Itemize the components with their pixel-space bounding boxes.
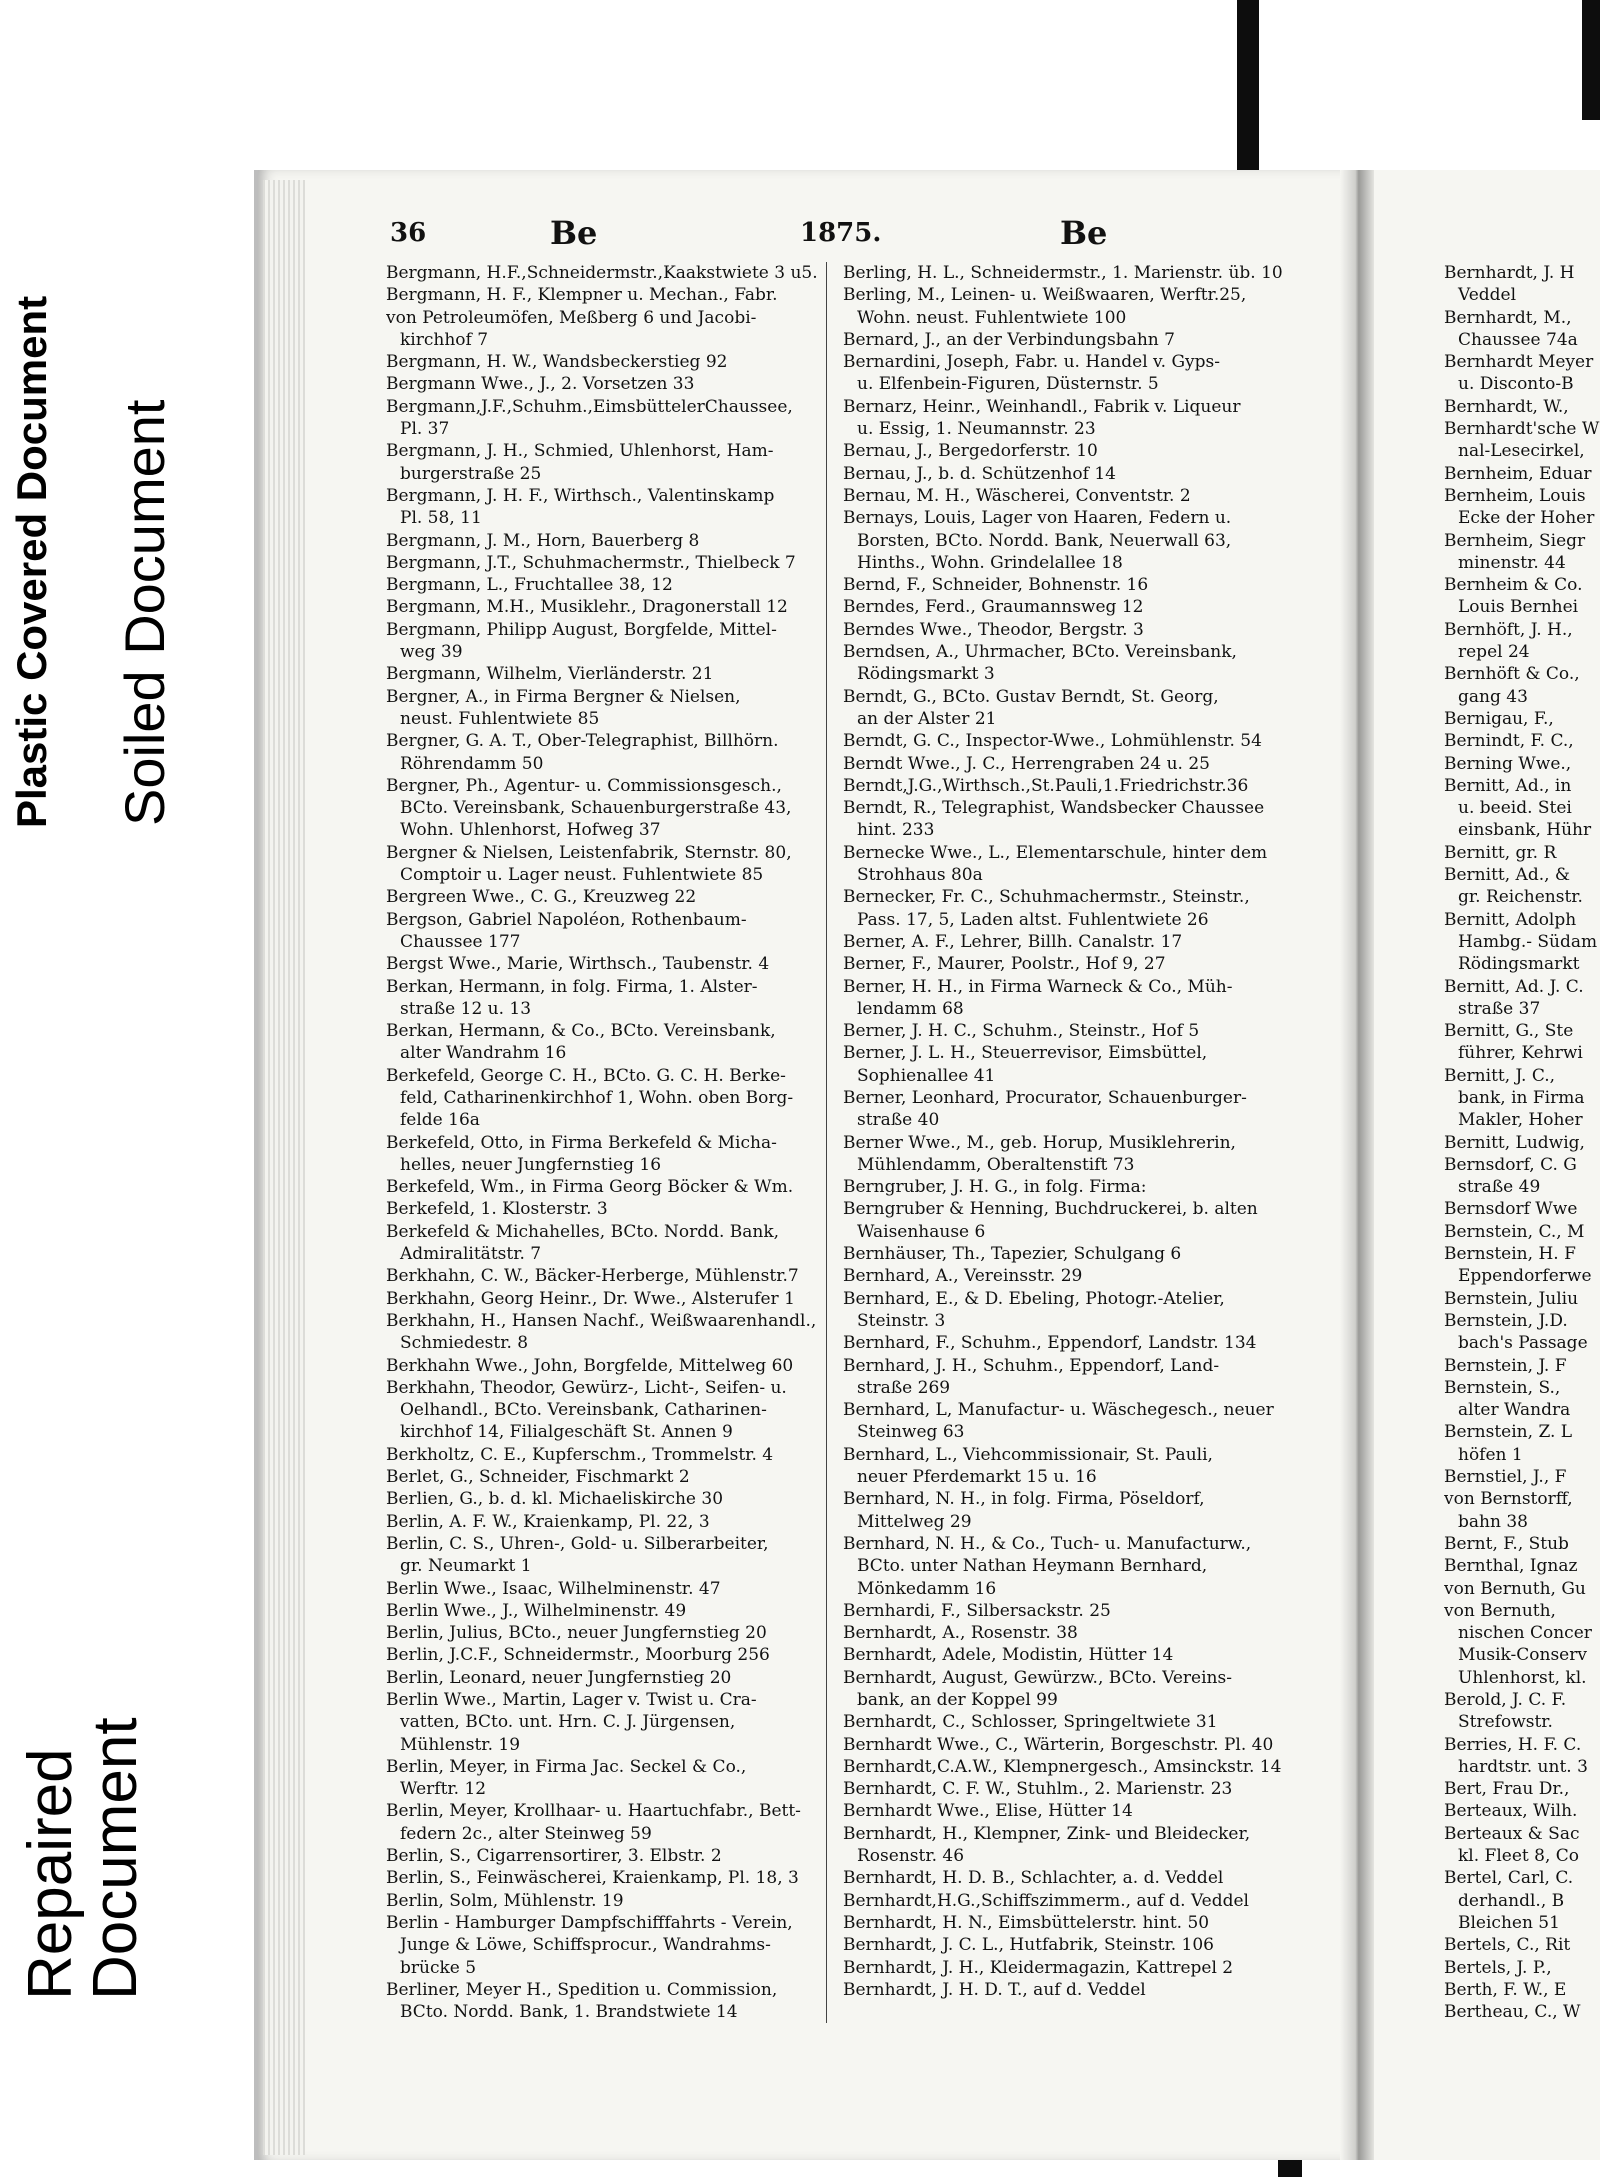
directory-line: Junge & Löwe, Schiffsprocur., Wandrahms- bbox=[400, 1935, 771, 1956]
header-abbrev-left: Be bbox=[550, 214, 598, 252]
directory-line: Uhlenhorst, kl. bbox=[1458, 1667, 1587, 1688]
directory-line: straße 40 bbox=[857, 1110, 940, 1131]
directory-line: Bergmann Wwe., J., 2. Vorsetzen 33 bbox=[386, 374, 695, 395]
directory-line: Berndt, G., BCto. Gustav Berndt, St. Georg, bbox=[843, 686, 1219, 707]
directory-line: Bernecke Wwe., L., Elementarschule, hinter dem bbox=[843, 842, 1268, 863]
directory-line: Berling, M., Leinen- u. Weißwaaren, Werftr.25, bbox=[843, 285, 1247, 306]
directory-line: Bernhardt, J. C. L., Hutfabrik, Steinstr. 106 bbox=[843, 1935, 1214, 1956]
directory-line: Berkefeld, 1. Klosterstr. 3 bbox=[386, 1199, 608, 1220]
directory-line: Ecke der Hoher bbox=[1458, 508, 1595, 529]
header-abbrev-right: Be bbox=[1060, 214, 1108, 252]
directory-line: von Bernuth, Gu bbox=[1444, 1578, 1586, 1599]
directory-line: Bergst Wwe., Marie, Wirthsch., Taubenstr. 4 bbox=[386, 954, 770, 975]
directory-line: Berndes, Ferd., Graumannsweg 12 bbox=[843, 597, 1144, 618]
directory-line: straße 49 bbox=[1458, 1177, 1541, 1198]
directory-line: Rödingsmarkt 3 bbox=[857, 664, 995, 685]
directory-line: Bernard, J., an der Verbindungsbahn 7 bbox=[843, 329, 1175, 350]
directory-line: Bergmann, H.F.,Schneidermstr.,Kaakstwiete 3 u5. bbox=[386, 263, 818, 283]
directory-line: BCto. unter Nathan Heymann Bernhard, bbox=[857, 1556, 1208, 1577]
top-marker-bar bbox=[1237, 0, 1259, 170]
directory-line: Bergmann,J.F.,Schuhm.,EimsbüttelerChaussee, bbox=[386, 396, 793, 417]
directory-line: Berngruber, J. H. G., in folg. Firma: bbox=[843, 1177, 1147, 1198]
directory-line: Bernhardt, C., Schlosser, Springeltwiete 31 bbox=[843, 1712, 1218, 1733]
directory-line: Borsten, BCto. Nordd. Bank, Neuerwall 63, bbox=[857, 530, 1232, 551]
directory-line: Bernhard, L, Manufactur- u. Wäschegesch., neuer bbox=[843, 1400, 1274, 1421]
directory-line: Bernsdorf Wwe bbox=[1444, 1199, 1578, 1220]
directory-line: Bernstein, J. F bbox=[1444, 1355, 1567, 1376]
directory-line: Berteaux & Sac bbox=[1444, 1823, 1580, 1844]
directory-line: alter Wandra bbox=[1458, 1400, 1571, 1421]
directory-line: Berndes Wwe., Theodor, Bergstr. 3 bbox=[843, 619, 1144, 640]
directory-line: Bernau, J., b. d. Schützenhof 14 bbox=[843, 463, 1116, 484]
directory-line: Oelhandl., BCto. Vereinsbank, Catharinen- bbox=[400, 1400, 767, 1421]
directory-line: Schmiedestr. 8 bbox=[400, 1333, 529, 1354]
directory-line: Berndt,J.G.,Wirthsch.,St.Pauli,1.Friedrichstr.36 bbox=[843, 775, 1249, 796]
directory-line: Bernstein, J.D. bbox=[1444, 1310, 1568, 1331]
directory-line: Bergson, Gabriel Napoléon, Rothenbaum- bbox=[386, 909, 747, 930]
directory-line: Wohn. neust. Fuhlentwiete 100 bbox=[857, 307, 1127, 328]
directory-line: Bernarz, Heinr., Weinhandl., Fabrik v. Liqueur bbox=[843, 396, 1241, 417]
directory-line: gang 43 bbox=[1458, 686, 1528, 707]
directory-line: Bernheim, Louis bbox=[1444, 485, 1586, 506]
directory-line: Bernhardt, A., Rosenstr. 38 bbox=[843, 1623, 1078, 1644]
directory-line: Bernhardt, H. D. B., Schlachter, a. d. Veddel bbox=[843, 1868, 1224, 1889]
directory-line: Bernheim, Siegr bbox=[1444, 530, 1586, 551]
directory-line: Bergmann, J. H. F., Wirthsch., Valentinskamp bbox=[386, 485, 775, 506]
directory-line: Bernhardt,H.G.,Schiffszimmerm., auf d. Veddel bbox=[843, 1890, 1249, 1911]
directory-line: BCto. Vereinsbank, Schauenburgerstraße 43, bbox=[400, 798, 792, 819]
directory-column-1 bbox=[386, 262, 827, 2023]
directory-line: Comptoir u. Lager neust. Fuhlentwiete 85 bbox=[400, 865, 764, 886]
directory-line: Röhrendamm 50 bbox=[400, 753, 544, 774]
directory-line: Bergmann, Wilhelm, Vierländerstr. 21 bbox=[386, 664, 714, 685]
right-top-marker-bar bbox=[1582, 0, 1600, 120]
directory-line: Pass. 17, 5, Laden altst. Fuhlentwiete 26 bbox=[857, 909, 1209, 930]
directory-line: Makler, Hoher bbox=[1458, 1110, 1583, 1131]
page-edge-stack bbox=[263, 180, 305, 2155]
directory-line: Bernhardt, C. F. W., Stuhlm., 2. Marienstr. 23 bbox=[843, 1779, 1233, 1800]
directory-line: straße 12 u. 13 bbox=[400, 998, 532, 1019]
directory-line: Berth, F. W., E bbox=[1444, 1979, 1567, 2000]
directory-line: Berner, J. H. C., Schuhm., Steinstr., Hof 5 bbox=[843, 1021, 1200, 1042]
directory-column-2 bbox=[843, 262, 1303, 2001]
directory-line: Berlin, Julius, BCto., neuer Jungfernstieg 20 bbox=[386, 1623, 767, 1644]
directory-line: Bernitt, Ludwig, bbox=[1444, 1132, 1585, 1153]
directory-line: straße 37 bbox=[1458, 998, 1541, 1019]
directory-line: Bertels, C., Rit bbox=[1444, 1935, 1571, 1956]
directory-line: Berkholtz, C. E., Kupferschm., Trommelstr. 4 bbox=[386, 1444, 774, 1465]
directory-line: Berner, A. F., Lehrer, Billh. Canalstr. 17 bbox=[843, 931, 1183, 952]
directory-line: hint. 233 bbox=[857, 820, 935, 841]
directory-line: Berkefeld, Otto, in Firma Berkefeld & Micha- bbox=[386, 1132, 777, 1153]
directory-line: u. Elfenbein-Figuren, Düsternstr. 5 bbox=[857, 374, 1159, 395]
directory-line: Berlin, A. F. W., Kraienkamp, Pl. 22, 3 bbox=[386, 1511, 710, 1532]
directory-line: BCto. Nordd. Bank, 1. Brandstwiete 14 bbox=[400, 2002, 738, 2023]
directory-line: Berndt, G. C., Inspector-Wwe., Lohmühlenstr. 54 bbox=[843, 731, 1262, 752]
directory-line: brücke 5 bbox=[400, 1957, 477, 1978]
directory-line: Berlet, G., Schneider, Fischmarkt 2 bbox=[386, 1467, 690, 1488]
directory-line: Berner, J. L. H., Steuerrevisor, Eimsbüttel, bbox=[843, 1043, 1208, 1064]
directory-line: Berning Wwe., bbox=[1444, 753, 1572, 774]
directory-line: nal-Lesecirkel, bbox=[1458, 441, 1585, 462]
directory-line: bank, an der Koppel 99 bbox=[857, 1690, 1058, 1710]
directory-line: von Petroleumöfen, Meßberg 6 und Jacobi- bbox=[386, 307, 757, 328]
directory-line: Bernhardi, F., Silbersackstr. 25 bbox=[843, 1600, 1111, 1621]
directory-line: u. Disconto-B bbox=[1458, 374, 1574, 395]
directory-line: Chaussee 177 bbox=[400, 931, 521, 952]
directory-line: Bernhardt,C.A.W., Klempnergesch., Amsinckstr. 14 bbox=[843, 1756, 1282, 1777]
directory-line: Bernstein, H. F bbox=[1444, 1244, 1576, 1265]
directory-line: Bergmann, H. F., Klempner u. Mechan., Fabr. bbox=[386, 285, 778, 306]
directory-line: Berndt Wwe., J. C., Herrengraben 24 u. 25 bbox=[843, 753, 1210, 774]
directory-line: Bernstein, Juliu bbox=[1444, 1288, 1579, 1309]
directory-line: derhandl., B bbox=[1458, 1890, 1565, 1911]
directory-line: u. Essig, 1. Neumannstr. 23 bbox=[857, 419, 1096, 440]
directory-line: Berlin, S., Feinwäscherei, Kraienkamp, Pl. 18, 3 bbox=[386, 1868, 799, 1889]
directory-line: Berkefeld & Michahelles, BCto. Nordd. Bank, bbox=[386, 1221, 780, 1242]
directory-line: Bergmann, M.H., Musiklehr., Dragonerstall 12 bbox=[386, 597, 788, 618]
directory-line: Bernhardt'sche W bbox=[1444, 419, 1600, 440]
directory-line: Bernhardt Wwe., Elise, Hütter 14 bbox=[843, 1801, 1133, 1822]
directory-column-3 bbox=[1444, 262, 1600, 2023]
directory-line: an der Alster 21 bbox=[857, 708, 997, 729]
directory-line: Berlin, Leonard, neuer Jungfernstieg 20 bbox=[386, 1667, 732, 1688]
directory-line: Bernstiel, J., F bbox=[1444, 1467, 1567, 1488]
page-header bbox=[390, 214, 1340, 254]
directory-line: führer, Kehrwi bbox=[1458, 1043, 1583, 1064]
directory-line: Berngruber & Henning, Buchdruckerei, b. alten bbox=[843, 1199, 1258, 1220]
directory-line: Mittelweg 29 bbox=[857, 1511, 972, 1532]
directory-line: Bernitt, Ad. J. C. bbox=[1444, 976, 1584, 997]
directory-line: neust. Fuhlentwiete 85 bbox=[400, 708, 600, 729]
directory-line: Bernhard, N. H., & Co., Tuch- u. Manufacturw., bbox=[843, 1533, 1252, 1554]
directory-line: felde 16a bbox=[400, 1110, 480, 1131]
directory-line: Berlin, S., Cigarrensortirer, 3. Elbstr. 2 bbox=[386, 1846, 722, 1867]
directory-line: Bergmann, J.T., Schuhmachermstr., Thielbeck 7 bbox=[386, 552, 796, 573]
directory-line: straße 269 bbox=[857, 1377, 951, 1398]
directory-line: Sophienallee 41 bbox=[857, 1065, 996, 1086]
directory-line: Berkefeld, George C. H., BCto. G. C. H. Berke- bbox=[386, 1065, 786, 1086]
directory-line: bach's Passage bbox=[1458, 1333, 1588, 1354]
directory-line: Berner, H. H., in Firma Warneck & Co., Müh- bbox=[843, 976, 1233, 997]
directory-line: Werftr. 12 bbox=[400, 1779, 487, 1800]
directory-line: Bernigau, F., bbox=[1444, 708, 1554, 729]
directory-line: Berold, J. C. F. bbox=[1444, 1690, 1567, 1710]
directory-line: Mönkedamm 16 bbox=[857, 1578, 997, 1599]
directory-line: Bertheau, C., W bbox=[1444, 2002, 1581, 2023]
side-labels bbox=[0, 0, 200, 2177]
directory-line: Berner Wwe., M., geb. Horup, Musiklehrerin, bbox=[843, 1132, 1236, 1153]
repaired-label bbox=[16, 1717, 151, 2000]
directory-line: Berlin Wwe., J., Wilhelminenstr. 49 bbox=[386, 1600, 687, 1621]
directory-line: Musik-Conserv bbox=[1458, 1645, 1587, 1666]
soiled-label: Soiled Document bbox=[113, 399, 176, 826]
directory-line: Berling, H. L., Schneidermstr., 1. Marienstr. üb. 10 bbox=[843, 263, 1283, 283]
directory-line: Berlin Wwe., Isaac, Wilhelminenstr. 47 bbox=[386, 1578, 721, 1599]
directory-line: bahn 38 bbox=[1458, 1511, 1528, 1532]
directory-line: Bergner, A., in Firma Bergner & Nielsen, bbox=[386, 686, 741, 707]
directory-line: Steinweg 63 bbox=[857, 1422, 965, 1443]
directory-line: Bernau, J., Bergedorferstr. 10 bbox=[843, 441, 1098, 462]
directory-line: Bergreen Wwe., C. G., Kreuzweg 22 bbox=[386, 887, 697, 908]
directory-line: Berkhahn, H., Hansen Nachf., Weißwaarenhandl., bbox=[386, 1310, 817, 1331]
directory-line: Bernhardt, Adele, Modistin, Hütter 14 bbox=[843, 1645, 1174, 1666]
directory-line: Berlin, Solm, Mühlenstr. 19 bbox=[386, 1890, 624, 1911]
directory-line: alter Wandrahm 16 bbox=[400, 1043, 567, 1064]
directory-line: Bernt, F., Stub bbox=[1444, 1533, 1569, 1554]
directory-line: höfen 1 bbox=[1458, 1444, 1523, 1465]
directory-line: Bernhöft & Co., bbox=[1444, 664, 1580, 685]
directory-line: Berkhahn, Georg Heinr., Dr. Wwe., Alsterufer 1 bbox=[386, 1288, 795, 1309]
directory-line: Eppendorferwe bbox=[1458, 1266, 1592, 1287]
directory-line: Berkhahn, Theodor, Gewürz-, Licht-, Seifen- u. bbox=[386, 1377, 787, 1398]
directory-line: kl. Fleet 8, Co bbox=[1458, 1846, 1580, 1867]
directory-line: Bernecker, Fr. C., Schuhmachermstr., Steinstr., bbox=[843, 887, 1250, 908]
directory-line: Bernhardt, M., bbox=[1444, 307, 1572, 328]
directory-line: Bernitt, gr. R bbox=[1444, 842, 1557, 863]
directory-line: Bernhardt, H. N., Eimsbüttelerstr. hint. 50 bbox=[843, 1912, 1210, 1933]
directory-line: Berner, F., Maurer, Poolstr., Hof 9, 27 bbox=[843, 954, 1166, 975]
directory-line: Rödingsmarkt bbox=[1458, 954, 1580, 975]
directory-line: Bernhardt, J. H bbox=[1444, 263, 1575, 283]
directory-line: Bergmann, Philipp August, Borgfelde, Mittel- bbox=[386, 619, 777, 640]
directory-line: Bernitt, Adolph bbox=[1444, 909, 1577, 930]
directory-line: Waisenhause 6 bbox=[857, 1221, 986, 1242]
directory-line: Bertels, J. P., bbox=[1444, 1957, 1552, 1978]
directory-line: hardtstr. unt. 3 bbox=[1458, 1756, 1588, 1777]
directory-line: Berkefeld, Wm., in Firma Georg Böcker & Wm. bbox=[386, 1177, 794, 1198]
directory-line: Bernitt, J. C., bbox=[1444, 1065, 1556, 1086]
directory-line: Bergner & Nielsen, Leistenfabrik, Sternstr. 80, bbox=[386, 842, 792, 863]
directory-line: lendamm 68 bbox=[857, 998, 964, 1019]
directory-line: nischen Concer bbox=[1458, 1623, 1592, 1644]
directory-line: Bernitt, Ad., & bbox=[1444, 865, 1571, 886]
directory-line: Hinths., Wohn. Grindelallee 18 bbox=[857, 552, 1123, 573]
plastic-covered-label: Plastic Covered Document bbox=[8, 295, 55, 828]
directory-line: Mühlenstr. 19 bbox=[400, 1734, 521, 1755]
directory-line: Bernhäuser, Th., Tapezier, Schulgang 6 bbox=[843, 1244, 1182, 1265]
directory-line: Bernau, M. H., Wäscherei, Conventstr. 2 bbox=[843, 485, 1191, 506]
directory-line: federn 2c., alter Steinweg 59 bbox=[400, 1823, 652, 1844]
directory-line: Berndsen, A., Uhrmacher, BCto. Vereinsbank, bbox=[843, 642, 1237, 663]
directory-line: helles, neuer Jungfernstieg 16 bbox=[400, 1154, 662, 1175]
directory-line: Bergmann, J. H., Schmied, Uhlenhorst, Ham- bbox=[386, 441, 774, 462]
directory-line: Bernhardt, H., Klempner, Zink- und Bleidecker, bbox=[843, 1823, 1251, 1844]
directory-line: Bernhard, F., Schuhm., Eppendorf, Landstr. 134 bbox=[843, 1333, 1257, 1354]
directory-line: Berkhahn, C. W., Bäcker-Herberge, Mühlenstr.7 bbox=[386, 1266, 799, 1287]
directory-line: einsbank, Hühr bbox=[1458, 820, 1592, 841]
directory-line: neuer Pferdemarkt 15 u. 16 bbox=[857, 1467, 1097, 1488]
directory-line: Bernsdorf, C. G bbox=[1444, 1154, 1577, 1175]
directory-line: Bergner, G. A. T., Ober-Telegraphist, Billhörn. bbox=[386, 731, 779, 752]
directory-line: Bernhardt Wwe., C., Wärterin, Borgeschstr. Pl. 40 bbox=[843, 1734, 1274, 1755]
repaired-label-line2: Document bbox=[81, 1717, 151, 2000]
directory-line: Bergmann, L., Fruchtallee 38, 12 bbox=[386, 575, 673, 596]
directory-line: Berlin Wwe., Martin, Lager v. Twist u. Cra- bbox=[386, 1690, 757, 1710]
directory-line: Berries, H. F. C. bbox=[1444, 1734, 1582, 1755]
directory-line: Berlin - Hamburger Dampfschifffahrts - Verein, bbox=[386, 1912, 793, 1933]
header-year: 1875. bbox=[800, 218, 882, 248]
directory-line: Berkan, Hermann, in folg. Firma, 1. Alster- bbox=[386, 976, 758, 997]
directory-line: vatten, BCto. unt. Hrn. C. J. Jürgensen, bbox=[400, 1712, 736, 1733]
directory-line: Bernheim, Eduar bbox=[1444, 463, 1592, 484]
directory-line: Bernhard, L., Viehcommissionair, St. Pauli, bbox=[843, 1444, 1213, 1465]
directory-line: Berteaux, Wilh. bbox=[1444, 1801, 1578, 1822]
directory-line: Berner, Leonhard, Procurator, Schauenburger- bbox=[843, 1087, 1247, 1108]
directory-line: Bernstein, C., M bbox=[1444, 1221, 1585, 1242]
directory-line: Bleichen 51 bbox=[1458, 1912, 1560, 1933]
directory-line: Berliner, Meyer H., Spedition u. Commission, bbox=[386, 1979, 778, 2000]
directory-line: Wohn. Uhlenhorst, Hofweg 37 bbox=[400, 820, 661, 841]
book-gutter bbox=[1340, 170, 1374, 2160]
directory-line: Bernindt, F. C., bbox=[1444, 731, 1574, 752]
directory-line: Steinstr. 3 bbox=[857, 1310, 946, 1331]
directory-line: Bergmann, H. W., Wandsbeckerstieg 92 bbox=[386, 352, 728, 373]
directory-line: Strohhaus 80a bbox=[857, 865, 983, 886]
directory-line: Louis Bernhei bbox=[1458, 597, 1579, 618]
directory-line: Berlin, Meyer, Krollhaar- u. Haartuchfabr., Bett- bbox=[386, 1801, 801, 1822]
directory-line: Berkhahn Wwe., John, Borgfelde, Mittelweg 60 bbox=[386, 1355, 794, 1376]
directory-line: Rosenstr. 46 bbox=[857, 1846, 965, 1867]
directory-line: u. beeid. Stei bbox=[1458, 798, 1572, 819]
directory-line: Berlin, Meyer, in Firma Jac. Seckel & Co., bbox=[386, 1756, 747, 1777]
directory-line: kirchhof 7 bbox=[400, 329, 489, 350]
directory-line: Berndt, R., Telegraphist, Wandsbecker Chaussee bbox=[843, 798, 1265, 819]
directory-line: Bernthal, Ignaz bbox=[1444, 1556, 1578, 1577]
directory-line: Bernhardt Meyer bbox=[1444, 352, 1594, 373]
directory-line: Bernhardt, August, Gewürzw., BCto. Vereins- bbox=[843, 1667, 1232, 1688]
directory-line: Hambg.- Südam bbox=[1458, 931, 1598, 952]
directory-line: Veddel bbox=[1458, 285, 1517, 306]
directory-line: Berlien, G., b. d. kl. Michaeliskirche 30 bbox=[386, 1489, 724, 1510]
directory-line: Bergmann, J. M., Horn, Bauerberg 8 bbox=[386, 530, 700, 551]
directory-line: Bernstein, Z. L bbox=[1444, 1422, 1573, 1443]
directory-line: kirchhof 14, Filialgeschäft St. Annen 9 bbox=[400, 1422, 733, 1443]
directory-line: Bernhöft, J. H., bbox=[1444, 619, 1573, 640]
directory-line: Bernitt, Ad., in bbox=[1444, 775, 1572, 796]
directory-line: Bernhard, E., & D. Ebeling, Photogr.-Atelier, bbox=[843, 1288, 1225, 1309]
directory-line: Pl. 58, 11 bbox=[400, 508, 482, 529]
directory-line: Berkan, Hermann, & Co., BCto. Vereinsbank, bbox=[386, 1021, 776, 1042]
directory-line: Bernheim & Co. bbox=[1444, 575, 1583, 596]
directory-line: Bernhardt, J. H. D. T., auf d. Veddel bbox=[843, 1979, 1146, 2000]
directory-line: Berlin, J.C.F., Schneidermstr., Moorburg 256 bbox=[386, 1645, 770, 1666]
directory-line: Bernhard, N. H., in folg. Firma, Pöseldorf, bbox=[843, 1489, 1205, 1510]
directory-line: Bertel, Carl, C. bbox=[1444, 1868, 1574, 1889]
directory-line: Bernardini, Joseph, Fabr. u. Handel v. Gyps- bbox=[843, 352, 1220, 373]
directory-line: minenstr. 44 bbox=[1458, 552, 1566, 573]
directory-line: feld, Catharinenkirchhof 1, Wohn. oben Borg- bbox=[400, 1087, 794, 1108]
directory-line: Berlin, C. S., Uhren-, Gold- u. Silberarbeiter, bbox=[386, 1533, 769, 1554]
directory-line: Mühlendamm, Oberaltenstift 73 bbox=[857, 1154, 1135, 1175]
directory-line: von Bernuth, bbox=[1444, 1600, 1556, 1621]
directory-line: Bernitt, G., Ste bbox=[1444, 1021, 1574, 1042]
directory-line: gr. Neumarkt 1 bbox=[400, 1556, 532, 1577]
directory-line: burgerstraße 25 bbox=[400, 463, 542, 484]
directory-line: repel 24 bbox=[1458, 642, 1530, 663]
directory-line: Bergner, Ph., Agentur- u. Commissionsgesch., bbox=[386, 775, 782, 796]
page-number: 36 bbox=[390, 218, 427, 248]
directory-line: Bernstein, S., bbox=[1444, 1377, 1561, 1398]
directory-line: Bernhardt, J. H., Kleidermagazin, Kattrepel 2 bbox=[843, 1957, 1234, 1978]
directory-line: Bert, Frau Dr., bbox=[1444, 1779, 1570, 1800]
directory-line: weg 39 bbox=[400, 642, 463, 663]
directory-line: Chaussee 74a bbox=[1458, 329, 1578, 350]
directory-line: von Bernstorff, bbox=[1444, 1489, 1573, 1510]
directory-line: Strefowstr. bbox=[1458, 1712, 1553, 1733]
directory-line: bank, in Firma bbox=[1458, 1087, 1585, 1108]
directory-line: Admiralitätstr. 7 bbox=[400, 1244, 542, 1265]
directory-line: Bernhardt, W., bbox=[1444, 396, 1569, 417]
directory-line: Bernays, Louis, Lager von Haaren, Federn u. bbox=[843, 508, 1232, 529]
directory-line: Bernd, F., Schneider, Bohnenstr. 16 bbox=[843, 575, 1149, 596]
directory-line: Bernhard, J. H., Schuhm., Eppendorf, Land- bbox=[843, 1355, 1220, 1376]
directory-line: gr. Reichenstr. bbox=[1458, 887, 1583, 908]
repaired-label-line1: Repaired bbox=[16, 1748, 85, 2000]
directory-line: Bernhard, A., Vereinsstr. 29 bbox=[843, 1266, 1083, 1287]
directory-line: Pl. 37 bbox=[400, 419, 450, 440]
